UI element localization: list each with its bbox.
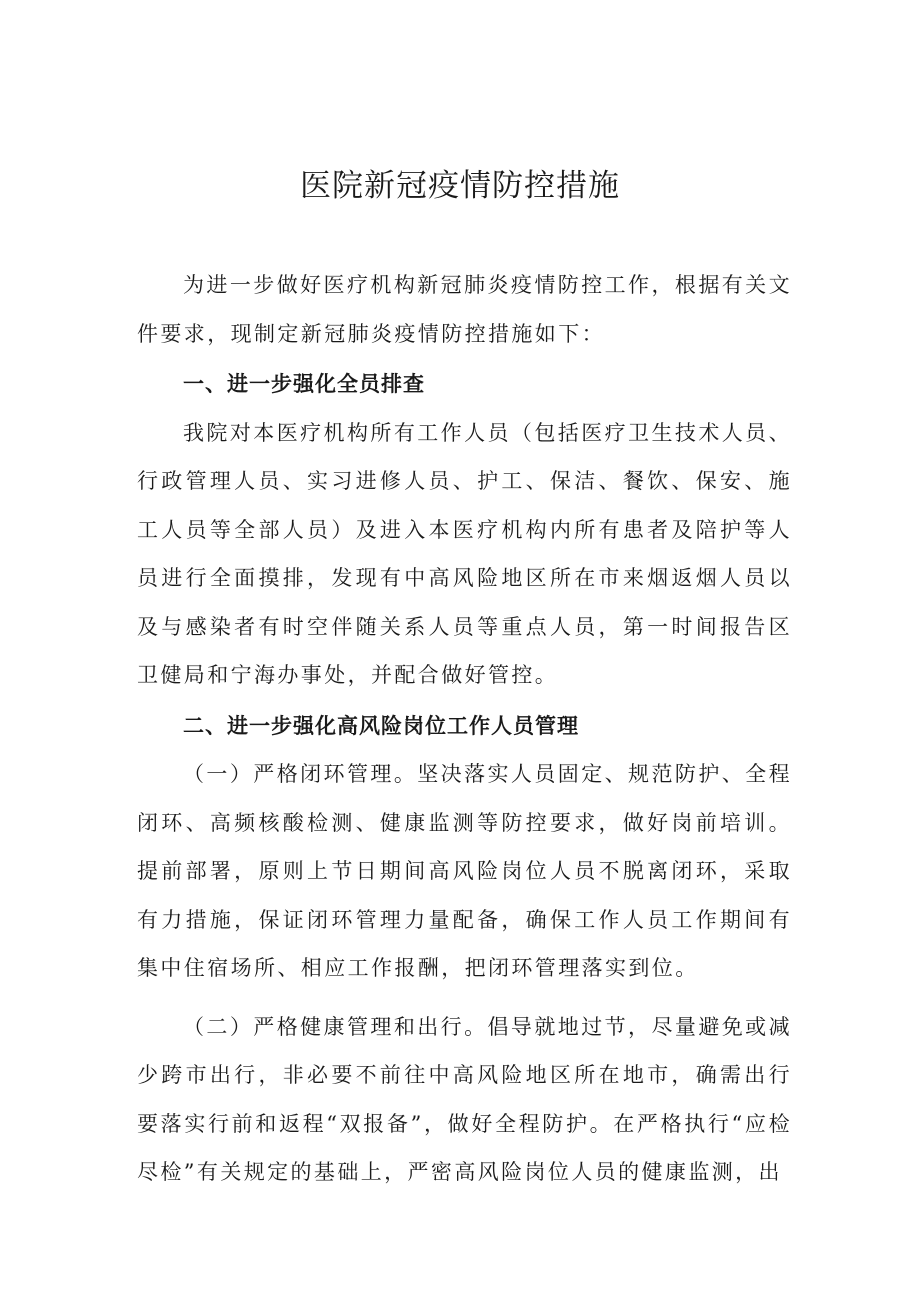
section-1-heading: 一、进一步强化全员排查 — [183, 372, 425, 396]
section-1-paragraph: 我院对本医疗机构所有工作人员（包括医疗卫生技术人员、行政管理人员、实习进修人员、护工、保洁、餐饮、保安、施工人员等全部人员）及进入本医疗机构内所有患者及陪护等人员进行全面摸排，发现有中高风险地区所在市来烟返烟人员以及与感染者有时空伴随关系人员等重点人员，第一时间报告区卫健局和宁海办事处，并配合做好管控。 — [137, 420, 792, 687]
document-title: 医院新冠疫情防控措施 — [300, 168, 620, 204]
section-2-heading: 二、进一步强化高风险岗位工作人员管理 — [183, 713, 579, 738]
section-2-subsection-1: （一）严格闭环管理。坚决落实人员固定、规范防护、全程闭环、高频核酸检测、健康监测等防控要求，做好岗前培训。提前部署，原则上节日期间高风险岗位人员不脱离闭环，采取有力措施，保证闭环管理力量配备，确保工作人员工作期间有集中住宿场所、相应工作报酬，把闭环管理落实到位。 — [137, 762, 792, 980]
intro-paragraph: 为进一步做好医疗机构新冠肺炎疫情防控工作，根据有关文件要求，现制定新冠肺炎疫情防控措施如下： — [137, 273, 792, 346]
document-body — [137, 261, 792, 1197]
section-2-subsection-2: （二）严格健康管理和出行。倡导就地过节，尽量避免或减少跨市出行，非必要不前往中高风险地区所在地市，确需出行要落实行前和返程“双报备”，做好全程防护。在严格执行“应检尽检”有关规定的基础上，严密高风险岗位人员的健康监测，出 — [137, 1014, 792, 1184]
